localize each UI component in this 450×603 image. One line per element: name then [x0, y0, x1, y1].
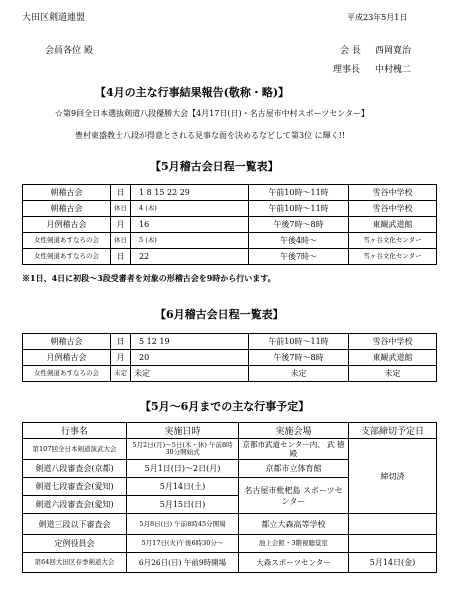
event-name: 女性剣道あすなろの会: [23, 233, 111, 249]
dates: 22: [131, 249, 249, 265]
june-schedule-table: [22, 333, 437, 382]
event-venue: 京都市立体育館: [239, 460, 349, 478]
deadline-empty: [349, 535, 437, 553]
may-schedule-table: [22, 184, 437, 265]
dates: 20: [131, 350, 249, 366]
may-note: ※1日、4日に初段～3段受審者を対象の形稽古会を9時から行います。: [22, 273, 276, 283]
time: 午後4時～: [249, 233, 349, 249]
dates: 5 (木): [131, 233, 249, 249]
event-date: 5月8日(日) 午前8時45分開場: [127, 514, 239, 535]
dates: 5 12 19: [131, 334, 249, 350]
venue: 雪谷中学校: [349, 185, 437, 201]
event-venue: 京都市武道センター内、 武 徳 殿: [239, 439, 349, 460]
venue: 未定: [349, 366, 437, 382]
events-table: [22, 422, 437, 573]
venue: 雪ヶ谷文化センター: [349, 233, 437, 249]
event-date: 5月1日(日)～2日(月): [127, 460, 239, 478]
org-name: 大田区剣道連盟: [22, 13, 86, 23]
event-venue: 池上会館・3階視聴覚室: [239, 535, 349, 553]
table-row: [23, 366, 437, 382]
table-row: [23, 249, 437, 265]
event-venue: 名古屋市枇杷島 スポーツセンター: [239, 478, 349, 514]
table-row: [23, 535, 437, 553]
dates: 未定: [131, 366, 249, 382]
chair-title: 会 長: [340, 46, 361, 56]
report-title: 【4月の主な行事結果報告(敬称・略)】: [95, 86, 290, 99]
venue: 雪谷中学校: [349, 334, 437, 350]
june-schedule-title: 【6月稽古会日程一覧表】: [155, 308, 284, 321]
deadline: 締切済: [349, 439, 437, 514]
table-row: [23, 334, 437, 350]
weekday: 休日: [111, 201, 131, 217]
event-date: 5月2日(月)～5日(木・休) 午前8時30分開始式: [127, 439, 239, 460]
event-date: 6月26日(日) 午前9時開場: [127, 553, 239, 573]
time: 午後7時～8時: [249, 217, 349, 233]
col-header: 実施会場: [239, 423, 349, 439]
event-name: 剣道七段審査会(愛知): [23, 478, 127, 496]
event-date: 5月14日(土): [127, 478, 239, 496]
event-date: 5月15日(日): [127, 496, 239, 514]
event-name: 剣道六段審査会(愛知): [23, 496, 127, 514]
event-name: 女性剣道あすなろの会: [23, 249, 111, 265]
table-row: [23, 201, 437, 217]
event-name: 剣道三段以下審査会: [23, 514, 127, 535]
events-title: 【5月～6月までの主な行事予定】: [140, 400, 310, 413]
event-name: 朝稽古会: [23, 334, 111, 350]
deadline-empty: [349, 514, 437, 535]
recipient: 会員各位 殿: [45, 46, 93, 56]
may-schedule-title: 【5月稽古会日程一覧表】: [150, 160, 279, 173]
table-row: [23, 217, 437, 233]
table-row: [23, 233, 437, 249]
chair-name: 西岡寛治: [375, 46, 412, 56]
table-header-row: [23, 423, 437, 439]
director-title: 理事長: [333, 65, 361, 75]
director-name: 中村槐二: [375, 65, 412, 75]
table-row: [23, 439, 437, 460]
time: 午後7時～8時: [249, 350, 349, 366]
deadline: 5月14日(金): [349, 553, 437, 573]
venue: 雪谷中学校: [349, 201, 437, 217]
issue-date: 平成23年5月1日: [347, 13, 408, 22]
col-header: 実施日時: [127, 423, 239, 439]
report-line-1: ☆第9回全日本選抜剣道八段優勝大会【4月17日(日)・名古屋市中村スポーツセンター】: [55, 109, 369, 118]
report-line-2: 豊村東盛教士八段が得意とされる見事な面を決めるなどして第3位 に輝く!!: [75, 131, 346, 140]
event-name: 朝稽古会: [23, 201, 111, 217]
event-name: 女性剣道あすなろの会: [23, 366, 111, 382]
col-header: 行事名: [23, 423, 127, 439]
weekday: 日: [111, 249, 131, 265]
event-name: 剣道八段審査会(京都): [23, 460, 127, 478]
time: 午前10時～11時: [249, 185, 349, 201]
table-row: [23, 185, 437, 201]
weekday: 日: [111, 334, 131, 350]
event-venue: 都立大森高等学校: [239, 514, 349, 535]
dates: 4 (木): [131, 201, 249, 217]
time: 午前10時～11時: [249, 201, 349, 217]
dates: 1 8 15 22 29: [131, 185, 249, 201]
venue: 東観武道館: [349, 217, 437, 233]
table-row: [23, 350, 437, 366]
event-name: 定例役員会: [23, 535, 127, 553]
weekday: 休日: [111, 233, 131, 249]
col-header: 支部締切予定日: [349, 423, 437, 439]
event-name: 朝稽古会: [23, 185, 111, 201]
dates: 16: [131, 217, 249, 233]
table-row: [23, 514, 437, 535]
venue: 東観武道館: [349, 350, 437, 366]
event-name: 第107回全日本剣道演武大会: [23, 439, 127, 460]
time: 午後7時～: [249, 249, 349, 265]
weekday: 月: [111, 217, 131, 233]
event-name: 第64回大田区春季剣道大会: [23, 553, 127, 573]
weekday: 未定: [111, 366, 131, 382]
event-date: 5月17日(火)午後6時30分～: [127, 535, 239, 553]
table-row: [23, 553, 437, 573]
event-name: 月例稽古会: [23, 350, 111, 366]
event-name: 月例稽古会: [23, 217, 111, 233]
weekday: 日: [111, 185, 131, 201]
event-venue: 大森スポーツセンター: [239, 553, 349, 573]
venue: 雪ヶ谷文化センター: [349, 249, 437, 265]
weekday: 月: [111, 350, 131, 366]
time: 未定: [249, 366, 349, 382]
time: 午前10時～11時: [249, 334, 349, 350]
